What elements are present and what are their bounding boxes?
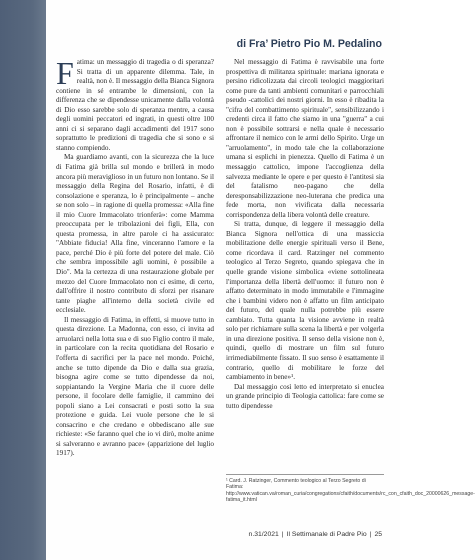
- paragraph-5: Si tratta, dunque, di leggere il messaggio della Bianca Signora nell'ottica di una massiccia mobilitazione delle energie spirituali verso il Bene, come ricordava il card. Ratzinger nel commento teologico al Terzo Segreto, quando spiegava che in quelle grande visione simbolica «viene sottolineata l'importanza della libertà dell'uomo: il futuro non è affatto determinato in modo immutabile e l'immagine che i bambini videro non è affatto un film anticipato del futuro, del quale nulla potrebbe più essere cambiato. Tutta quanta la visione avviene in realtà solo per richiamare sulla scena la libertà e per volgerla in una direzione positiva. Il senso della visione non è, quindi, quello di mostrare un film sul futuro irrimediabilmente fissato. Il suo senso è esattamente il contrario, quello di mobilitare le forze del cambiamento in bene»¹.: [226, 220, 384, 382]
- left-text-column: [56, 55, 214, 459]
- paragraph-6: Dal messaggio così letto ed interpretato si enuclea un grande principio di Teologia cattolica: fare come se tutto dipendesse: [226, 382, 384, 410]
- footer-separator: |: [281, 531, 284, 538]
- paragraph-3: Il messaggio di Fatima, in effetti, si muove tutto in questa direzione. La Madonna, con esso, ci invita ad arruolarci nella lotta sua e di suo Figlio contro il male, in particolare con la recita quotidiana del Rosario e l'offerta di sacrifici per la pace nel mondo. Poiché, anche se tutto dipende da Dio e dalla sua grazia, bisogna agire come se tutto dipendesse da noi, soppiantando la Vergine Maria che il cuore delle persone, il focolare delle famiglie, il cammino dei popoli siano a Lei consacrati e posti sotto la sua protezione e guida. Lei vuole persone che le si consacrino e che credano e obbediscano alle sue richieste: «Se faranno quel che io vi dirò, molte anime si salveranno e avranno pace» (apparizione del luglio 1917).: [56, 315, 214, 458]
- publication-name: Il Settimanale di Padre Pio: [286, 531, 367, 538]
- paragraph-2: Ma guardiamo avanti, con la sicurezza che la luce di Fatima già brilla sul mondo e brillerà in modo ancora più meraviglioso in un futuro non lontano. Se il messaggio della Regina del Rosario, infatti, è di consolazione e speranza, lo è principalmente – anche se non solo – in ragione di quella promessa: «Alla fine il mio Cuore Immacolato trionferà»: come Mamma preoccupata per le tribolazioni dei figli, Ella, con questa promessa, in altre parole ci ha assicurato: "Abbiate fiducia! Alla fine, vinceranno l'amore e la pace, perché Dio è più forte del potere del male. Ciò che sembra impossibile agli uomini, è possibile a Dio". Ma la certezza di una restaurazione globale per mezzo del Cuore Immacolato non ci esime, di certo, dall'offrire il nostro contributo di sforzi per risanare tante piaghe all'interno della società civile ed ecclesiale.: [56, 153, 214, 315]
- page-footer: [249, 531, 382, 538]
- footer-separator: |: [369, 531, 372, 538]
- footnote: ¹ Card. J. Ratzinger, Commento teologico al Terzo Segreto di Fatima: http://www.vatican.va/roman_curia/congregations/cfaith/documents/rc_con_cfaith_doc_20000626_message-fatima_it.html: [226, 474, 384, 504]
- page-number: 25: [374, 531, 382, 538]
- paragraph-1: [56, 55, 214, 153]
- article-author-byline: di Fra’ Pietro Pio M. Pedalino: [236, 38, 382, 50]
- drop-cap-letter: F: [56, 55, 74, 91]
- magazine-page: [46, 0, 475, 560]
- paragraph-1-text: atima: un messaggio di tragedia o di speranza? Si tratta di un apparente dilemma. Tale, in realtà, non è. Il messaggio della Bianca Signora contiene in sé entrambe le dimensioni, con la differenza che se dipendesse unicamente dalla volontà di Dio esso sarebbe solo di speranza mentre, a causa degli uomini peccatori ed ingrati, in questi oltre 100 anni ci si separano dagli accadimenti del 1917 sono soprattutto le predizioni di tragedia che si sono e si stanno compiendo.: [56, 58, 214, 152]
- issue-number: n.31/2021: [248, 531, 279, 538]
- paragraph-4: Nel messaggio di Fatima è ravvisabile una forte prospettiva di militanza spirituale: mariana ignorata e persino ridicolizzata dai circoli teologici maggioritari come pure da tanti ambienti comunitari e parrocchiali pseudo -cattolici dei nostri giorni. In esso è ribadita la "cifra del combattimento spirituale", sensibilizzando i credenti circa il fatto che siamo in una "guerra" a cui non è possibile sottrarsi e nella quale è necessario affrontare il nemico con le armi dello Spirito. Urge un "arruolamento", in modo tale che la collaborazione umana si esplichi in pienezza. Quello di Fatima è un messaggio cattolico, impone l'accoglienza della salvezza mediante le opere e per questo è l'antitesi sia del fatalismo neo-pagano che della deresponsabilizzazione neo-luterana che predica una fede morta, non vivificata dalla necessaria corrispondenza della libera volontà delle creature.: [226, 58, 384, 219]
- magazine-spine-edge: [0, 0, 46, 560]
- right-text-column: [226, 58, 384, 411]
